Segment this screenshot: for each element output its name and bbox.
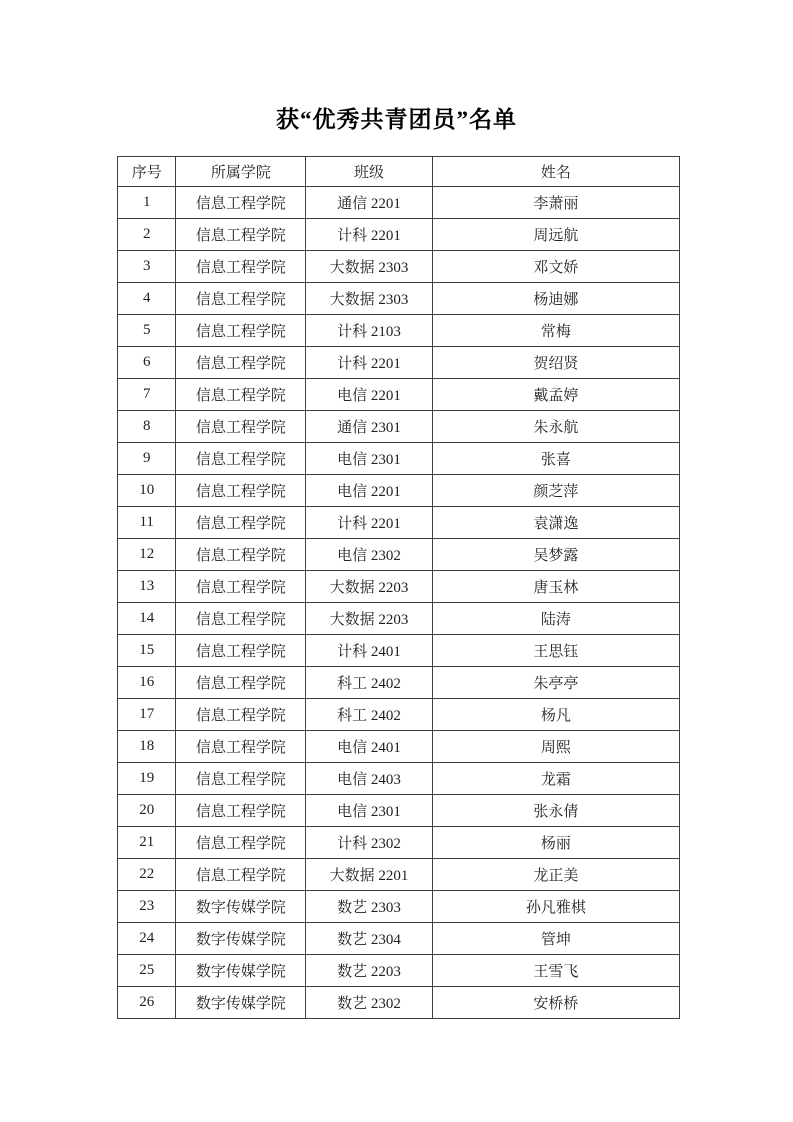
table-row (118, 571, 680, 603)
cell-class: 计科 2401 (306, 635, 432, 667)
cell-college: 信息工程学院 (176, 443, 306, 475)
table-header-row (118, 157, 680, 187)
cell-class: 电信 2403 (306, 763, 432, 795)
table-row (118, 955, 680, 987)
cell-class: 大数据 2203 (306, 571, 432, 603)
table-row (118, 411, 680, 443)
cell-college: 信息工程学院 (176, 859, 306, 891)
cell-no: 13 (118, 571, 176, 603)
cell-name: 朱永航 (432, 411, 679, 443)
cell-name: 邓文娇 (432, 251, 679, 283)
cell-college: 数字传媒学院 (176, 987, 306, 1019)
cell-name: 颜芝萍 (432, 475, 679, 507)
table-row (118, 859, 680, 891)
cell-class: 电信 2301 (306, 795, 432, 827)
cell-name: 安桥桥 (432, 987, 679, 1019)
table-row (118, 891, 680, 923)
cell-class: 通信 2301 (306, 411, 432, 443)
cell-name: 唐玉林 (432, 571, 679, 603)
cell-name: 吴梦露 (432, 539, 679, 571)
table-row (118, 987, 680, 1019)
cell-no: 1 (118, 187, 176, 219)
cell-name: 杨丽 (432, 827, 679, 859)
table-row (118, 763, 680, 795)
table-row (118, 475, 680, 507)
cell-class: 科工 2402 (306, 699, 432, 731)
column-header-name: 姓名 (432, 157, 679, 187)
cell-no: 19 (118, 763, 176, 795)
cell-name: 周远航 (432, 219, 679, 251)
cell-no: 6 (118, 347, 176, 379)
cell-class: 大数据 2201 (306, 859, 432, 891)
cell-no: 10 (118, 475, 176, 507)
cell-no: 22 (118, 859, 176, 891)
cell-name: 杨凡 (432, 699, 679, 731)
cell-class: 计科 2201 (306, 507, 432, 539)
table-row (118, 923, 680, 955)
cell-name: 王思钰 (432, 635, 679, 667)
cell-no: 11 (118, 507, 176, 539)
cell-no: 26 (118, 987, 176, 1019)
cell-no: 16 (118, 667, 176, 699)
cell-no: 17 (118, 699, 176, 731)
column-header-class: 班级 (306, 157, 432, 187)
table-row (118, 187, 680, 219)
table-row (118, 379, 680, 411)
cell-class: 科工 2402 (306, 667, 432, 699)
cell-college: 数字传媒学院 (176, 955, 306, 987)
table-row (118, 827, 680, 859)
cell-college: 信息工程学院 (176, 539, 306, 571)
cell-college: 数字传媒学院 (176, 923, 306, 955)
cell-college: 信息工程学院 (176, 187, 306, 219)
cell-class: 数艺 2203 (306, 955, 432, 987)
cell-name: 朱亭亭 (432, 667, 679, 699)
cell-no: 5 (118, 315, 176, 347)
cell-name: 龙正美 (432, 859, 679, 891)
cell-name: 陆涛 (432, 603, 679, 635)
award-table-container (117, 156, 680, 1019)
cell-college: 信息工程学院 (176, 667, 306, 699)
table-body (118, 187, 680, 1019)
cell-name: 戴孟婷 (432, 379, 679, 411)
cell-college: 信息工程学院 (176, 635, 306, 667)
cell-name: 贺绍贤 (432, 347, 679, 379)
cell-college: 信息工程学院 (176, 379, 306, 411)
cell-college: 信息工程学院 (176, 251, 306, 283)
cell-college: 信息工程学院 (176, 571, 306, 603)
cell-class: 数艺 2303 (306, 891, 432, 923)
cell-class: 电信 2201 (306, 379, 432, 411)
cell-name: 龙霜 (432, 763, 679, 795)
table-row (118, 219, 680, 251)
table-row (118, 603, 680, 635)
cell-name: 杨迪娜 (432, 283, 679, 315)
cell-name: 张喜 (432, 443, 679, 475)
cell-no: 14 (118, 603, 176, 635)
table-row (118, 443, 680, 475)
cell-name: 周熙 (432, 731, 679, 763)
table-row (118, 347, 680, 379)
cell-name: 孙凡雅棋 (432, 891, 679, 923)
cell-no: 4 (118, 283, 176, 315)
cell-no: 15 (118, 635, 176, 667)
cell-class: 计科 2201 (306, 347, 432, 379)
cell-no: 23 (118, 891, 176, 923)
cell-name: 王雪飞 (432, 955, 679, 987)
cell-class: 数艺 2302 (306, 987, 432, 1019)
cell-college: 信息工程学院 (176, 699, 306, 731)
cell-college: 信息工程学院 (176, 795, 306, 827)
cell-class: 电信 2301 (306, 443, 432, 475)
cell-name: 李萧丽 (432, 187, 679, 219)
cell-class: 电信 2302 (306, 539, 432, 571)
cell-class: 电信 2401 (306, 731, 432, 763)
cell-no: 18 (118, 731, 176, 763)
table-row (118, 731, 680, 763)
cell-no: 20 (118, 795, 176, 827)
cell-no: 9 (118, 443, 176, 475)
cell-college: 信息工程学院 (176, 347, 306, 379)
cell-no: 12 (118, 539, 176, 571)
page-title: 获“优秀共青团员”名单 (276, 107, 517, 132)
cell-class: 计科 2302 (306, 827, 432, 859)
cell-no: 24 (118, 923, 176, 955)
cell-class: 大数据 2303 (306, 283, 432, 315)
cell-class: 大数据 2303 (306, 251, 432, 283)
table-row (118, 699, 680, 731)
cell-class: 数艺 2304 (306, 923, 432, 955)
cell-college: 信息工程学院 (176, 507, 306, 539)
column-header-no: 序号 (118, 157, 176, 187)
cell-class: 电信 2201 (306, 475, 432, 507)
table-row (118, 795, 680, 827)
cell-no: 8 (118, 411, 176, 443)
cell-no: 25 (118, 955, 176, 987)
table-row (118, 283, 680, 315)
cell-no: 7 (118, 379, 176, 411)
table-row (118, 667, 680, 699)
cell-name: 管坤 (432, 923, 679, 955)
cell-college: 信息工程学院 (176, 827, 306, 859)
table-row (118, 251, 680, 283)
cell-college: 信息工程学院 (176, 475, 306, 507)
table-row (118, 635, 680, 667)
cell-no: 3 (118, 251, 176, 283)
cell-college: 信息工程学院 (176, 411, 306, 443)
cell-college: 信息工程学院 (176, 219, 306, 251)
cell-college: 信息工程学院 (176, 315, 306, 347)
table-row (118, 315, 680, 347)
award-table (117, 156, 680, 1019)
cell-class: 计科 2201 (306, 219, 432, 251)
cell-name: 张永倩 (432, 795, 679, 827)
cell-class: 通信 2201 (306, 187, 432, 219)
cell-no: 2 (118, 219, 176, 251)
cell-class: 大数据 2203 (306, 603, 432, 635)
cell-college: 信息工程学院 (176, 603, 306, 635)
cell-college: 数字传媒学院 (176, 891, 306, 923)
table-row (118, 539, 680, 571)
cell-college: 信息工程学院 (176, 731, 306, 763)
table-row (118, 507, 680, 539)
cell-no: 21 (118, 827, 176, 859)
cell-college: 信息工程学院 (176, 283, 306, 315)
column-header-college: 所属学院 (176, 157, 306, 187)
cell-class: 计科 2103 (306, 315, 432, 347)
cell-college: 信息工程学院 (176, 763, 306, 795)
cell-name: 常梅 (432, 315, 679, 347)
cell-name: 袁潇逸 (432, 507, 679, 539)
